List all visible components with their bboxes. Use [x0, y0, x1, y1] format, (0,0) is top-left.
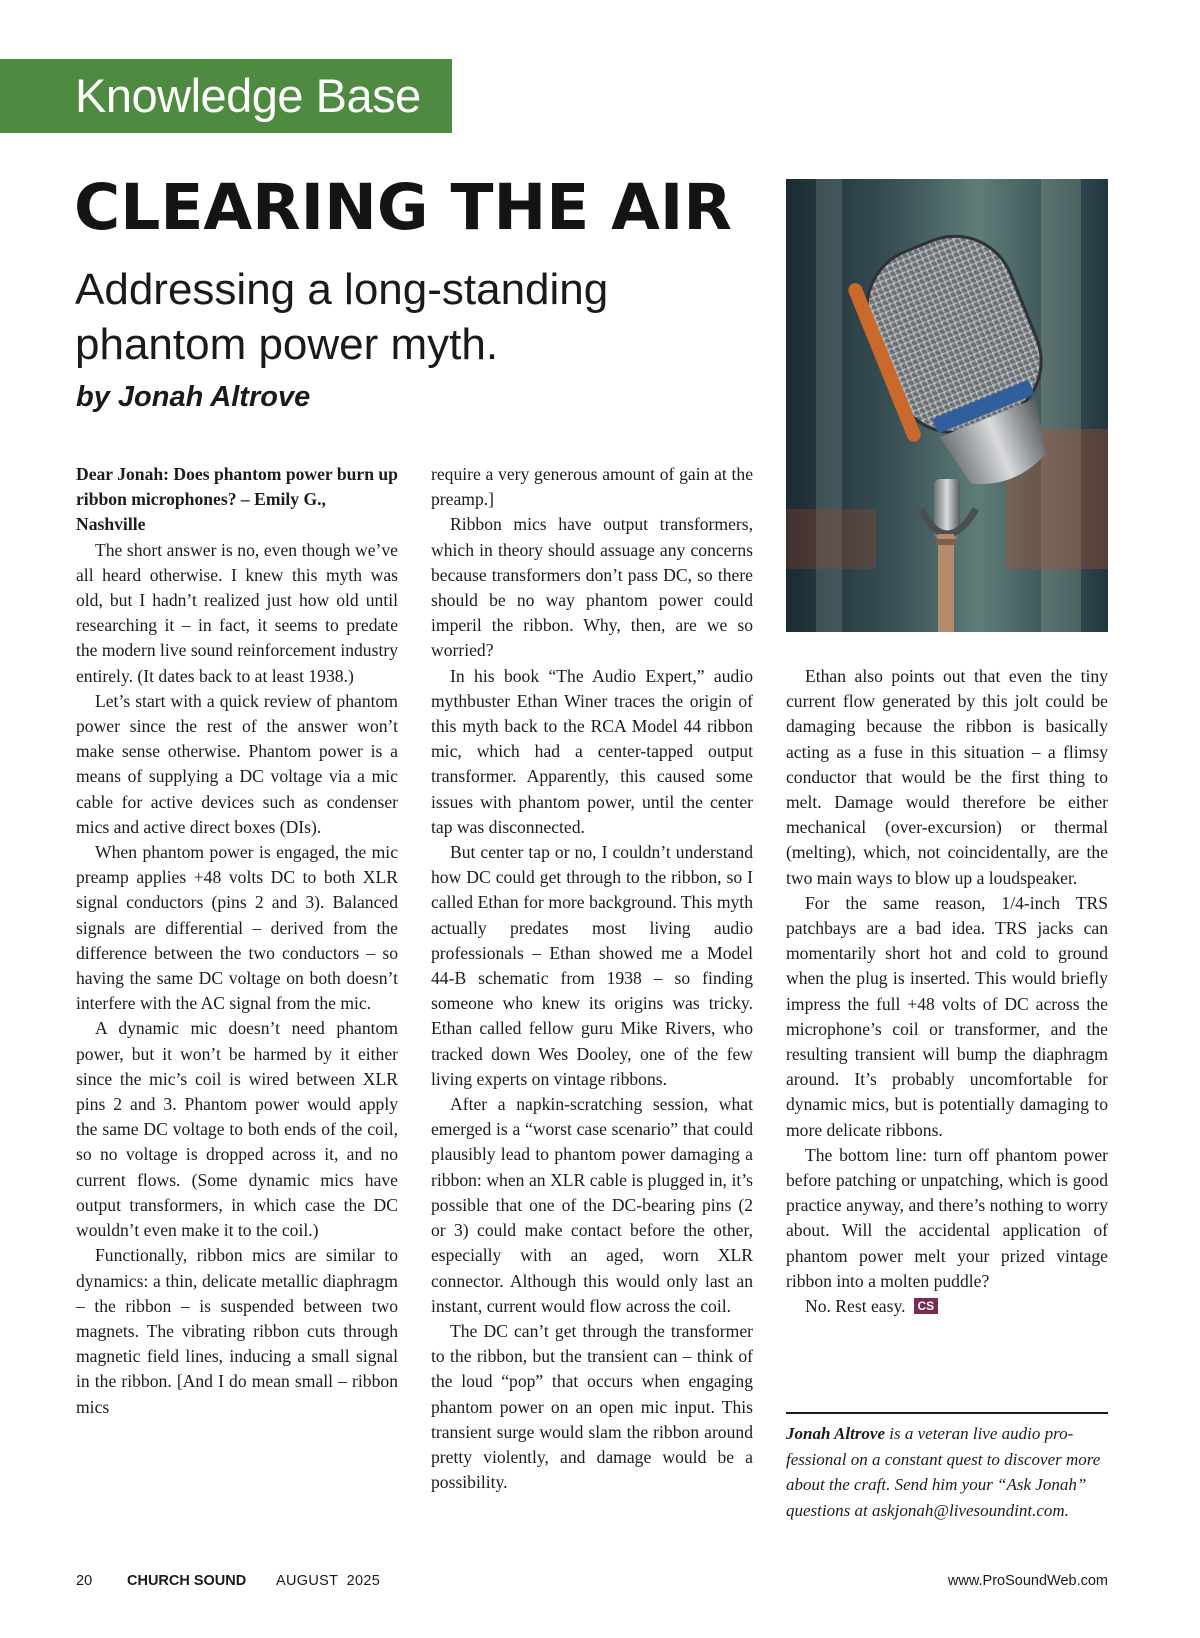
paragraph: Let’s start with a quick review of phantom power since the rest of the answer won’t make sense otherwise. Phantom power is a means of supplying a DC voltage via a mic cable for active devices such as condenser mics and active direct boxes (DIs). — [76, 690, 398, 837]
article-subtitle: Addressing a long-standing phantom power myth. — [75, 265, 609, 369]
website-url: www.ProSoundWeb.com — [947, 1573, 1108, 1589]
article-column-1 — [76, 462, 398, 1420]
article-column-2 — [431, 462, 753, 1495]
microphone-illustration — [786, 179, 1108, 632]
magazine-name: CHURCH SOUND — [127, 1573, 247, 1589]
page-number: 20 — [76, 1573, 93, 1589]
paragraph: In his book “The Audio Expert,” audio mythbuster Ethan Winer traces the origin of this myth back to the RCA Model 44 ribbon mic, which had a center-tapped output transformer. Apparently, this caused some issues with phantom power, until the center tap was disconnected. — [431, 665, 753, 837]
reader-question: Dear Jonah: Does phantom power burn up ribbon microphones? – Emily G., Nashville — [76, 464, 398, 535]
article-title: CLEARING THE AIR — [74, 171, 732, 244]
paragraph: When phantom power is engaged, the mic preamp applies +48 volts DC to both XLR signal conductors (pins 2 and 3). Balanced signals are differential – derived from the difference between the two conductors – so having the same DC voltage on both doesn’t interfere with the AC signal from the mic. — [76, 842, 398, 1014]
paragraph: Ribbon mics have output transformers, which in theory should assuage any concerns because transformers don’t pass DC, so there should be no way phantom power could imperil the ribbon. Why, then, are we so worried? — [431, 514, 753, 661]
bio-text: is a veteran live audio professional on a constant quest to discover more about the craft. Send him your “Ask Jonah” questions at askjonah@livesoundint.com. — [786, 1424, 1101, 1520]
closing-text: No. Rest easy. — [805, 1296, 906, 1317]
paragraph: The bottom line: turn off phantom power before patching or unpatching, which is good practice anyway, and there’s nothing to worry about. Will the accidental application of phantom power melt your prized vintage ribbon into a molten puddle? — [786, 1144, 1108, 1291]
paragraph: For the same reason, 1/4-inch TRS patchbays are a bad idea. TRS jacks can momentarily short hot and cold to ground when the plug is inserted. This would briefly impress the full +48 volts of DC across the microphone’s coil or transformer, and the resulting transient will bump the diaphragm around. It’s probably uncomfortable for dynamic mics, but is potentially damaging to more delicate ribbons. — [786, 892, 1108, 1140]
paragraph-continued: require a very generous amount of gain at the preamp.] — [431, 464, 753, 510]
author-bio — [786, 1421, 1108, 1523]
paragraph: But center tap or no, I couldn’t understand how DC could get through to the ribbon, so I called Ethan for more background. This myth actually predates most living audio professionals – Ethan showed me a Model 44-B schematic from 1938 – so finding someone who knew its origins was tricky. Ethan called fellow guru Mike Rivers, who tracked down Wes Dooley, one of the few living experts on vintage ribbons. — [431, 842, 753, 1089]
section-label: Knowledge Base — [0, 59, 452, 133]
closing-paragraph — [786, 1294, 1108, 1319]
ribbon-microphone-photo — [786, 179, 1108, 632]
end-mark-badge: CS — [914, 1298, 939, 1314]
paragraph: A dynamic mic doesn’t need phantom power, but it won’t be harmed by it either since the mic’s coil is wired between XLR pins 2 and 3. Phantom power would apply the same DC voltage to both ends of the coil, so no voltage is dropped across it, and no current flows. (Some dynamic mics have output transformers, in which case the DC wouldn’t even make it to the coil.) — [76, 1018, 398, 1241]
article-column-3 — [786, 664, 1108, 1319]
paragraph: After a napkin-scratching session, what emerged is a “worst case scenario” that could plausibly lead to phantom power damaging a ribbon: when an XLR cable is plugged in, it’s possible that one of the DC-bearing pins (2 or 3) could make contact before the other, especially with an aged, worn XLR connector. Although this would only last an instant, current would flow across the coil. — [431, 1094, 753, 1316]
paragraph: Ethan also points out that even the tiny current flow generated by this jolt could be damaging because the ribbon is basically acting as a fuse in this situation – a flimsy conductor that would be the first thing to melt. Damage would therefore be either mechanical (over-excursion) or thermal (melting), which, not coincidentally, are the two main ways to blow up a loudspeaker. — [786, 666, 1108, 888]
paragraph: Functionally, ribbon mics are similar to dynamics: a thin, delicate metallic diaphragm – the ribbon – is suspended between two magnets. The vibrating ribbon cuts through magnetic field lines, inducing a small signal in the ribbon. [And I do mean small – ribbon mics — [76, 1245, 398, 1417]
issue-date: AUGUST 2025 — [276, 1573, 381, 1589]
article-byline: by Jonah Altrove — [76, 381, 311, 413]
bio-divider — [786, 1412, 1108, 1414]
bio-author-name: Jonah Altrove — [786, 1424, 886, 1443]
paragraph: The DC can’t get through the transformer to the ribbon, but the transient can – think of the loud “pop” that occurs when engaging phantom power on an open mic input. This transient surge would slam the ribbon around pretty violently, and damage would be a possibility. — [431, 1320, 753, 1493]
paragraph: The short answer is no, even though we’ve all heard otherwise. I knew this myth was old, but I hadn’t realized just how old until researching it – in fact, it seems to predate the modern live sound reinforcement industry entirely. (It dates back to at least 1938.) — [76, 539, 398, 686]
